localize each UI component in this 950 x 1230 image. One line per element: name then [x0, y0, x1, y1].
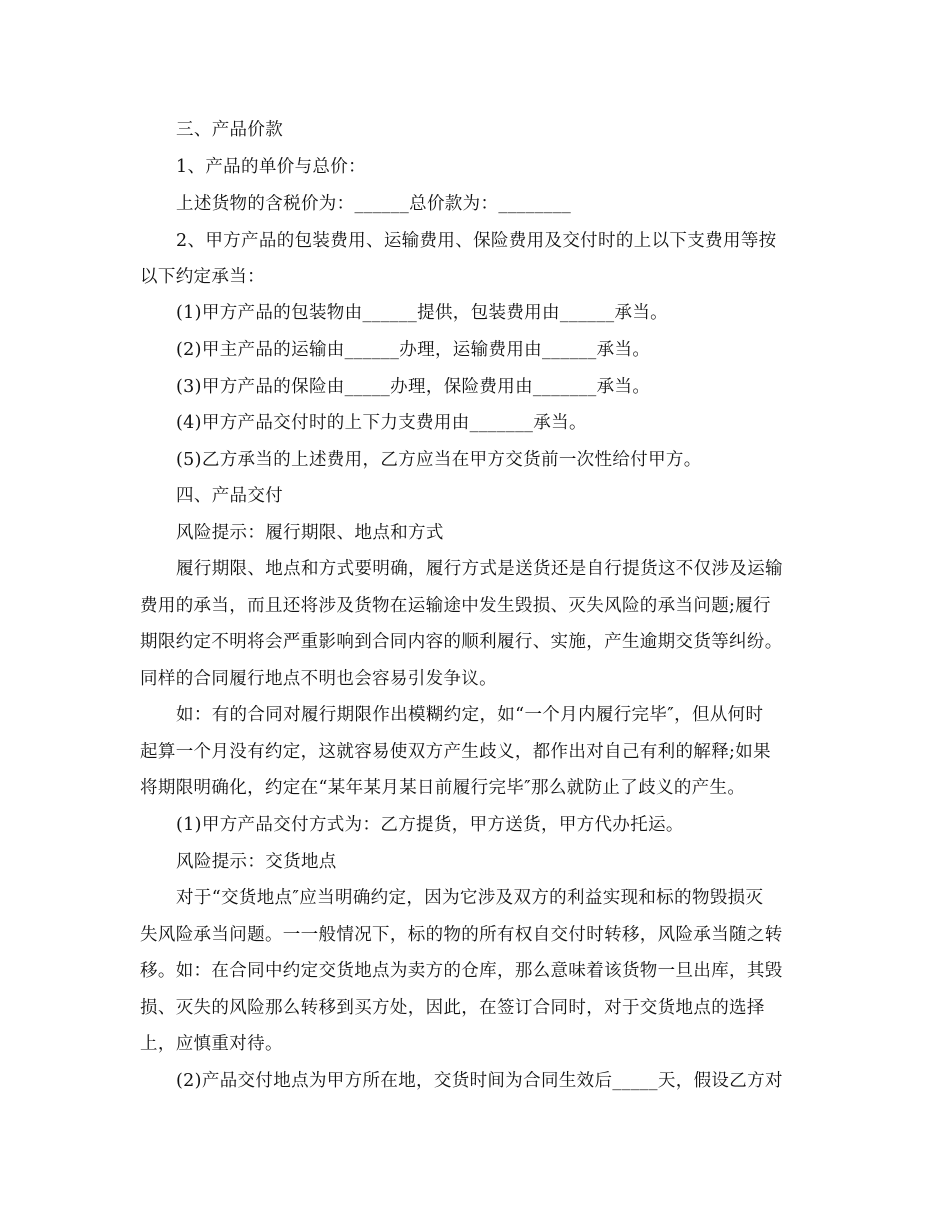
paragraph-line: 同样的合同履行地点不明也会容易引发争议。 — [140, 669, 497, 689]
paragraph-line: 履行期限、地点和方式要明确，履行方式是送货还是自行提货这不仅涉及运输 — [176, 559, 783, 579]
paragraph-line: 上，应慎重对待。 — [140, 1034, 283, 1054]
section-heading-price: 三、产品价款 — [176, 120, 284, 140]
paragraph-line: (1)甲方产品交付方式为：乙方提货，甲方送货，甲方代办托运。 — [176, 815, 684, 835]
paragraph-line: 将期限明确化，约定在“某年某月某日前履行完毕″那么就防止了歧义的产生。 — [140, 778, 746, 798]
paragraph-line: 如：有的合同对履行期限作出模糊约定，如“一个月内履行完毕″，但从何时 — [176, 705, 764, 725]
paragraph-line: 期限约定不明将会严重影响到合同内容的顺利履行、实施，产生逾期交货等纠纷。 — [140, 632, 783, 652]
paragraph-line: (1)甲方产品的包装物由______提供，包装费用由______承当。 — [176, 303, 669, 323]
paragraph-line: 起算一个月没有约定，这就容易使双方产生歧义，都作出对自己有利的解释;如果 — [140, 742, 771, 762]
paragraph-line: (5)乙方承当的上述费用，乙方应当在甲方交货前一次性给付甲方。 — [176, 450, 702, 470]
risk-tip-line: 风险提示：履行期限、地点和方式 — [176, 523, 444, 543]
paragraph-line: 上述货物的含税价为：______总价款为：________ — [176, 194, 572, 214]
paragraph-line: (2)甲主产品的运输由______办理，运输费用由______承当。 — [176, 340, 651, 360]
paragraph-line: (4)甲方产品交付时的上下力支费用由_______承当。 — [176, 413, 587, 433]
paragraph-line: 移。如：在合同中约定交货地点为卖方的仓库，那么意味着该货物一旦出库，其毁 — [140, 961, 783, 981]
paragraph-line: (3)甲方产品的保险由_____办理，保险费用由_______承当。 — [176, 377, 651, 397]
paragraph-line: 1、产品的单价与总价： — [176, 157, 366, 177]
paragraph-line: 失风险承当问题。一一般情况下，标的物的所有权自交付时转移，风险承当随之转 — [140, 925, 783, 945]
paragraph-line: 对于“交货地点″应当明确约定，因为它涉及双方的利益实现和标的物毁损灭 — [176, 888, 764, 908]
paragraph-line: 2、甲方产品的包装费用、运输费用、保险费用及交付时的上以下支费用等按 — [176, 231, 777, 251]
section-heading-delivery: 四、产品交付 — [176, 486, 284, 506]
paragraph-line: 费用的承当，而且还将涉及货物在运输途中发生毁损、灭失风险的承当问题;履行 — [140, 596, 771, 616]
risk-tip-line: 风险提示：交货地点 — [176, 852, 337, 872]
paragraph-line: (2)产品交付地点为甲方所在地，交货时间为合同生效后_____天，假设乙方对 — [176, 1071, 783, 1091]
paragraph-line: 以下约定承当： — [140, 267, 265, 287]
paragraph-line: 损、灭失的风险那么转移到买方处，因此，在签订合同时，对于交货地点的选择 — [140, 998, 765, 1018]
